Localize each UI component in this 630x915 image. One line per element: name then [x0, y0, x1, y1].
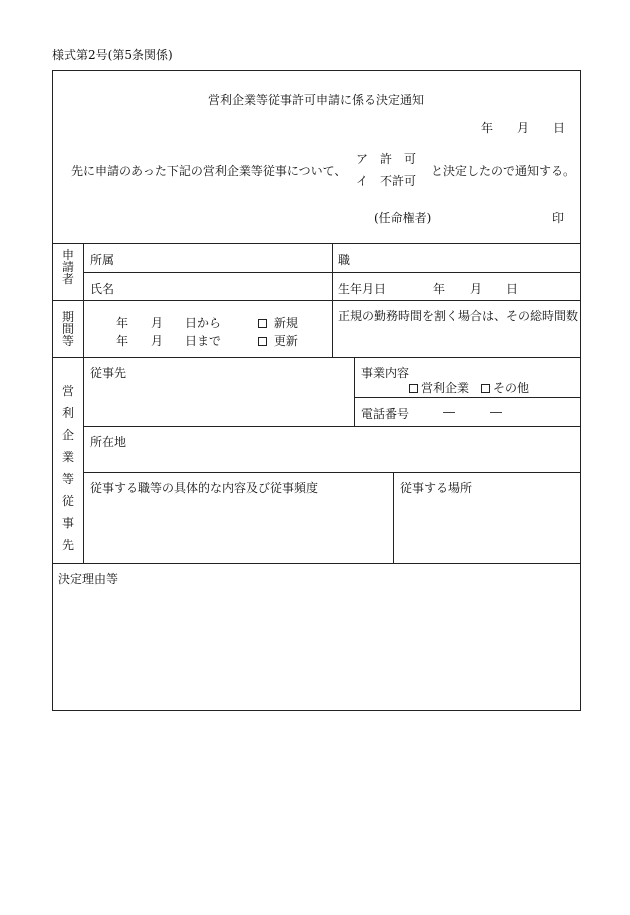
option-permit: ア 許 可 — [356, 152, 417, 166]
new-checkbox[interactable] — [258, 319, 267, 328]
for-profit-checkbox[interactable] — [409, 384, 418, 393]
authority-label: (任命権者) — [374, 211, 432, 225]
renewal-option[interactable]: 更新 — [258, 332, 298, 349]
business-option-for-profit[interactable]: 営利企業 — [409, 379, 469, 396]
period-to-day: 日まで — [185, 334, 222, 348]
address-label: 所在地 — [90, 435, 127, 449]
affiliation-label: 所属 — [90, 253, 115, 267]
period-from-day: 日から — [185, 316, 222, 330]
duties-label: 従事する職等の具体的な内容及び従事頻度 — [90, 481, 319, 495]
new-option[interactable]: 新規 — [258, 314, 298, 331]
position-label: 職 — [338, 253, 351, 267]
date-month: 月 — [517, 121, 530, 135]
date-day: 日 — [553, 121, 566, 135]
applicant-header: 申 請 者 — [61, 248, 74, 286]
place-label: 従事する場所 — [400, 481, 473, 495]
seal-mark: 印 — [552, 211, 565, 225]
business-option-other[interactable]: その他 — [481, 379, 529, 396]
period-from-month: 月 — [151, 316, 164, 330]
birth-month: 月 — [470, 282, 483, 296]
birth-day: 日 — [506, 282, 519, 296]
period-to-year: 年 — [116, 334, 129, 348]
period-from-year: 年 — [116, 316, 129, 330]
employer-header: 営 利 企 業 等 従 事 先 — [61, 384, 74, 552]
date-year: 年 — [481, 121, 494, 135]
hours-note: 正規の勤務時間を割く場合は、その総時間数 — [338, 309, 579, 323]
other-checkbox[interactable] — [481, 384, 490, 393]
name-label: 氏名 — [90, 282, 115, 296]
birthdate-label: 生年月日 — [338, 282, 387, 296]
reason-label: 決定理由等 — [58, 572, 119, 586]
period-header: 期 間 等 — [61, 310, 74, 348]
phone-separator-2: ― — [490, 405, 502, 419]
notice-text-after: と決定したので通知する。 — [431, 164, 576, 178]
phone-separator-1: ― — [443, 405, 455, 419]
notice-text-before: 先に申請のあった下記の営利企業等従事について、 — [71, 164, 347, 178]
period-to-month: 月 — [151, 334, 164, 348]
employer-label: 従事先 — [90, 366, 127, 380]
phone-label: 電話番号 — [361, 407, 410, 421]
renewal-checkbox[interactable] — [258, 337, 267, 346]
option-deny: イ 不許可 — [356, 174, 417, 188]
form-label: 様式第2号(第5条関係) — [52, 48, 173, 62]
notice-title: 営利企業等従事許可申請に係る決定通知 — [208, 93, 425, 107]
birth-year: 年 — [433, 282, 446, 296]
business-label: 事業内容 — [361, 366, 410, 380]
